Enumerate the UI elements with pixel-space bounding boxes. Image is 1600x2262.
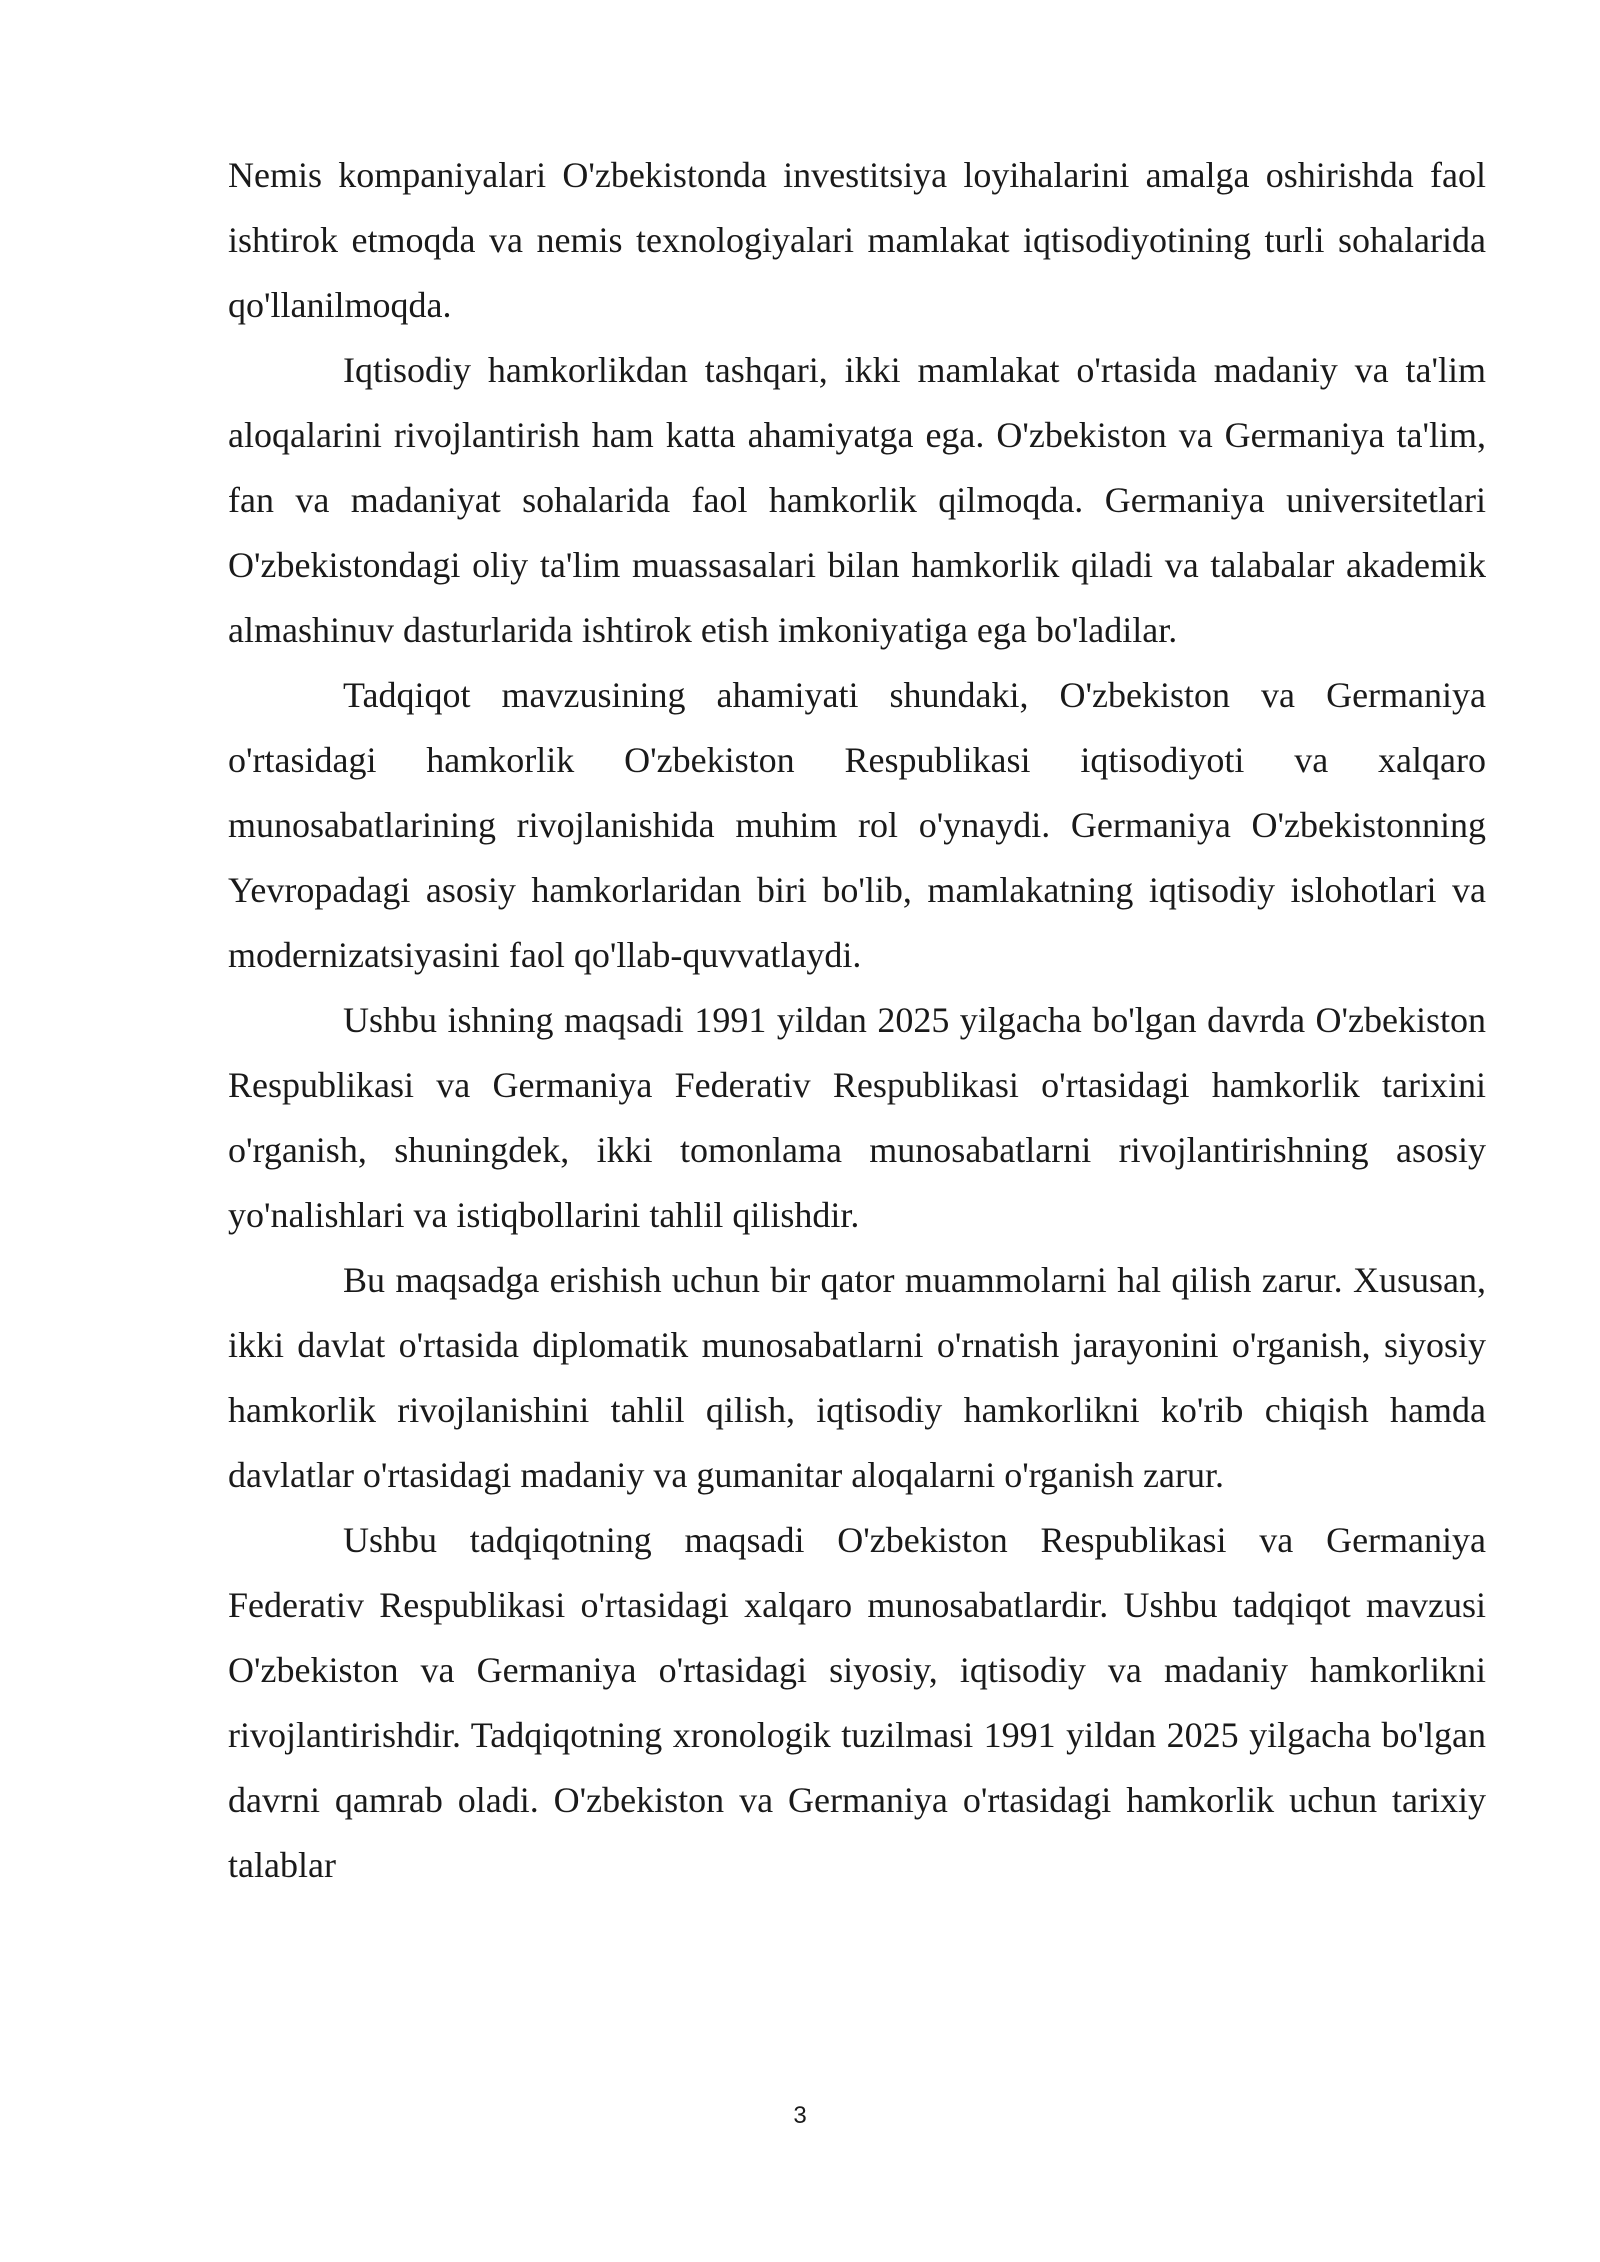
paragraph-5: Bu maqsadga erishish uchun bir qator muammolarni hal qilish zarur. Xususan, ikki davlat o'rtasida diplomatik munosabatlarni o'rnatish jarayonini o'rganish, siyosiy hamkorlik rivojlanishini tahlil qilish, iqtisodiy hamkorlikni ko'rib chiqish hamda davlatlar o'rtasidagi madaniy va gumanitar aloqalarni o'rganish zarur.	[228, 1260, 1486, 1495]
paragraph-6: Ushbu tadqiqotning maqsadi O'zbekiston Respublikasi va Germaniya Federativ Respublikasi o'rtasidagi xalqaro munosabatlardir. Ushbu tadqiqot mavzusi O'zbekiston va Germaniya o'rtasidagi siyosiy, iqtisodiy va madaniy hamkorlikni rivojlantirishdir. Tadqiqotning xronologik tuzilmasi 1991 yildan 2025 yilgacha bo'lgan davrni qamrab oladi. O'zbekiston va Germaniya o'rtasidagi hamkorlik uchun tarixiy talablar	[228, 1520, 1486, 1885]
paragraph-1: Nemis kompaniyalari O'zbekistonda investitsiya loyihalarini amalga oshirishda faol ishtirok etmoqda va nemis texnologiyalari mamlakat iqtisodiyotining turli sohalarida qo'llanilmoqda.	[228, 155, 1486, 325]
paragraph-4: Ushbu ishning maqsadi 1991 yildan 2025 yilgacha bo'lgan davrda O'zbekiston Respublikasi va Germaniya Federativ Respublikasi o'rtasidagi hamkorlik tarixini o'rganish, shuningdek, ikki tomonlama munosabatlarni rivojlantirishning asosiy yo'nalishlari va istiqbollarini tahlil qilishdir.	[228, 1000, 1486, 1235]
paragraph-3: Tadqiqot mavzusining ahamiyati shundaki, O'zbekiston va Germaniya o'rtasidagi hamkorlik O'zbekiston Respublikasi iqtisodiyoti va xalqaro munosabatlarining rivojlanishida muhim rol o'ynaydi. Germaniya O'zbekistonning Yevropadagi asosiy hamkorlaridan biri bo'lib, mamlakatning iqtisodiy islohotlari va modernizatsiyasini faol qo'llab-quvvatlaydi.	[228, 675, 1486, 975]
paragraph-2: Iqtisodiy hamkorlikdan tashqari, ikki mamlakat o'rtasida madaniy va ta'lim aloqalarini rivojlantirish ham katta ahamiyatga ega. O'zbekiston va Germaniya ta'lim, fan va madaniyat sohalarida faol hamkorlik qilmoqda. Germaniya universitetlari O'zbekistondagi oliy ta'lim muassasalari bilan hamkorlik qiladi va talabalar akademik almashinuv dasturlarida ishtirok etish imkoniyatiga ega bo'ladilar.	[228, 350, 1486, 650]
body-text	[228, 143, 1486, 1898]
page-number: 3	[793, 2102, 807, 2129]
